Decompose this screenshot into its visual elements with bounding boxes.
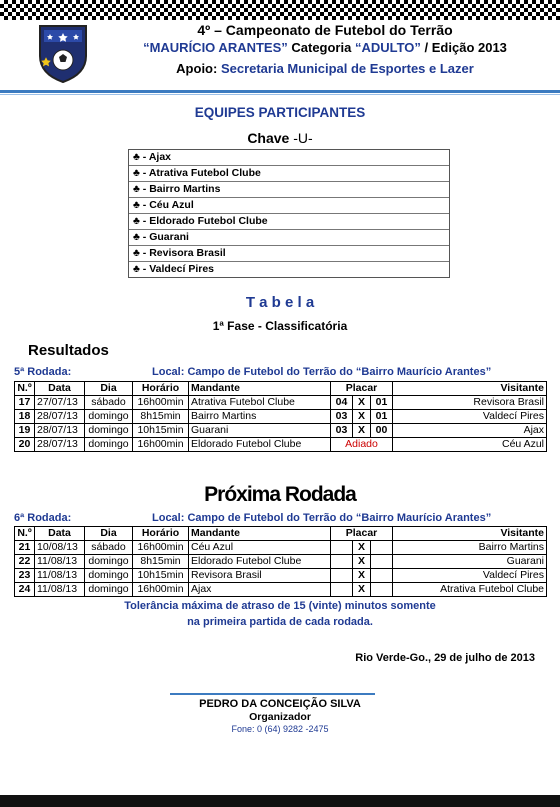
edition-label: / Edição 2013 [420, 40, 507, 55]
team-item: ♣ - Guarani [129, 230, 449, 246]
col-away: Visitante [393, 382, 547, 396]
team-item: ♣ - Valdecí Pires [133, 263, 215, 275]
away-team: Guarani [393, 555, 547, 569]
bottom-border [0, 795, 560, 807]
away-score [371, 541, 393, 555]
away-score [371, 555, 393, 569]
match-time: 16h00min [133, 438, 189, 452]
next-round-title: Próxima Rodada [204, 483, 356, 506]
teams-section-title: EQUIPES PARTICIPANTES [194, 105, 366, 120]
sponsor-line [100, 61, 550, 76]
home-score [331, 555, 353, 569]
score-separator: X [353, 541, 371, 555]
table-row [15, 438, 547, 452]
round5-location: Local: Campo de Futebol do Terrão do “Bairro Maurício Arantes” [152, 366, 492, 378]
away-score: 01 [371, 410, 393, 424]
home-team: Revisora Brasil [189, 569, 331, 583]
home-score [331, 583, 353, 597]
team-item: ♣ - Bairro Martins [129, 182, 449, 198]
group-heading [0, 130, 560, 146]
match-time: 16h00min [133, 583, 189, 597]
match-number: 21 [15, 541, 35, 555]
away-team: Revisora Brasil [393, 396, 547, 410]
team-item: ♣ - Ajax [129, 150, 449, 166]
col-score: Placar [331, 527, 393, 541]
away-score: 01 [371, 396, 393, 410]
away-score [371, 583, 393, 597]
match-time: 10h15min [133, 424, 189, 438]
checkered-top-border [0, 0, 560, 20]
table-title: T a b e l a [245, 294, 315, 311]
home-score [331, 569, 353, 583]
home-team: Eldorado Futebol Clube [189, 555, 331, 569]
score-separator: X [353, 569, 371, 583]
match-date: 11/08/13 [35, 555, 85, 569]
away-team: Bairro Martins [393, 541, 547, 555]
match-number: 20 [15, 438, 35, 452]
teams-list [128, 149, 450, 278]
home-team: Eldorado Futebol Clube [189, 438, 331, 452]
away-score: 00 [371, 424, 393, 438]
table-row [15, 396, 547, 410]
home-score: 04 [331, 396, 353, 410]
table-row [15, 424, 547, 438]
col-away: Visitante [393, 527, 547, 541]
match-number: 23 [15, 569, 35, 583]
tolerance-note-line1: Tolerância máxima de atraso de 15 (vinte) minutos somente [124, 600, 436, 612]
category-label: Categoria [287, 40, 355, 55]
match-day: domingo [85, 438, 133, 452]
team-item: ♣ - Atrativa Futebol Clube [129, 166, 449, 182]
table-header-row [15, 527, 547, 541]
round5-header [14, 366, 546, 378]
round6-label: 6ª Rodada: [14, 512, 72, 524]
away-score [371, 569, 393, 583]
match-number: 24 [15, 583, 35, 597]
score-separator: X [353, 424, 371, 438]
home-team: Ajax [189, 583, 331, 597]
match-time: 8h15min [133, 555, 189, 569]
col-time: Horário [133, 527, 189, 541]
signer-name: PEDRO DA CONCEIÇÃO SILVA [199, 698, 361, 710]
match-number: 19 [15, 424, 35, 438]
table-row [15, 583, 547, 597]
home-team: Bairro Martins [189, 410, 331, 424]
match-date: 11/08/13 [35, 583, 85, 597]
team-item: ♣ - Céu Azul [129, 198, 449, 214]
match-date: 27/07/13 [35, 396, 85, 410]
home-score [331, 541, 353, 555]
round6-header [14, 512, 546, 524]
group-label: Chave [247, 130, 290, 146]
sponsor-label: Apoio: [176, 61, 221, 76]
table-row [15, 555, 547, 569]
match-day: sábado [85, 541, 133, 555]
col-time: Horário [133, 382, 189, 396]
home-team: Céu Azul [189, 541, 331, 555]
col-date: Data [35, 382, 85, 396]
signer-role: Organizador [249, 711, 311, 723]
team-item: ♣ - Eldorado Futebol Clube [129, 214, 449, 230]
col-day: Dia [85, 527, 133, 541]
match-day: domingo [85, 555, 133, 569]
match-day: domingo [85, 410, 133, 424]
match-status: Adiado [331, 438, 393, 452]
header-divider [0, 90, 560, 93]
honoree-name: “MAURÍCIO ARANTES” [143, 40, 288, 55]
round6-table [14, 526, 547, 597]
col-number: N.º [15, 382, 35, 396]
match-time: 16h00min [133, 541, 189, 555]
match-time: 10h15min [133, 569, 189, 583]
match-date: 11/08/13 [35, 569, 85, 583]
club-shield-logo [36, 22, 90, 84]
table-row [15, 410, 547, 424]
score-separator: X [353, 555, 371, 569]
away-team: Ajax [393, 424, 547, 438]
match-number: 18 [15, 410, 35, 424]
contact-phone: Fone: 0 (64) 9282 -2475 [231, 724, 329, 734]
match-number: 17 [15, 396, 35, 410]
away-team: Céu Azul [393, 438, 547, 452]
signature-line [170, 693, 375, 695]
sponsor-name: Secretaria Municipal de Esportes e Lazer [220, 61, 474, 76]
col-number: N.º [15, 527, 35, 541]
match-day: domingo [85, 583, 133, 597]
match-day: domingo [85, 424, 133, 438]
match-day: sábado [85, 396, 133, 410]
phase-label: 1ª Fase - Classificatória [212, 319, 348, 333]
away-team: Atrativa Futebol Clube [393, 583, 547, 597]
group-name: -U- [289, 130, 313, 146]
match-day: domingo [85, 569, 133, 583]
round6-location: Local: Campo de Futebol do Terrão do “Bairro Maurício Arantes” [152, 512, 492, 524]
away-team: Valdecí Pires [393, 569, 547, 583]
championship-title: 4º – Campeonato de Futebol do Terrão [197, 22, 453, 38]
match-date: 28/07/13 [35, 424, 85, 438]
home-score: 03 [331, 424, 353, 438]
match-time: 16h00min [133, 396, 189, 410]
round5-table [14, 381, 547, 452]
away-team: Valdecí Pires [393, 410, 547, 424]
home-team: Guarani [189, 424, 331, 438]
results-title: Resultados [28, 342, 109, 359]
col-date: Data [35, 527, 85, 541]
header-divider-light [0, 94, 560, 95]
table-row [15, 541, 547, 555]
home-score: 03 [331, 410, 353, 424]
round5-label: 5ª Rodada: [14, 366, 72, 378]
col-day: Dia [85, 382, 133, 396]
home-team: Atrativa Futebol Clube [189, 396, 331, 410]
date-line: Rio Verde-Go., 29 de julho de 2013 [355, 652, 535, 664]
col-home: Mandante [189, 382, 331, 396]
score-separator: X [353, 396, 371, 410]
match-number: 22 [15, 555, 35, 569]
match-date: 28/07/13 [35, 438, 85, 452]
category-value: “ADULTO” [354, 40, 421, 55]
header [0, 20, 560, 88]
match-date: 28/07/13 [35, 410, 85, 424]
table-row [15, 569, 547, 583]
col-score: Placar [331, 382, 393, 396]
tolerance-note-line2: na primeira partida de cada rodada. [187, 616, 373, 628]
score-separator: X [353, 410, 371, 424]
score-separator: X [353, 583, 371, 597]
table-header-row [15, 382, 547, 396]
team-item: ♣ - Revisora Brasil [129, 246, 449, 262]
col-home: Mandante [189, 527, 331, 541]
match-date: 10/08/13 [35, 541, 85, 555]
match-time: 8h15min [133, 410, 189, 424]
championship-subtitle [100, 40, 550, 55]
